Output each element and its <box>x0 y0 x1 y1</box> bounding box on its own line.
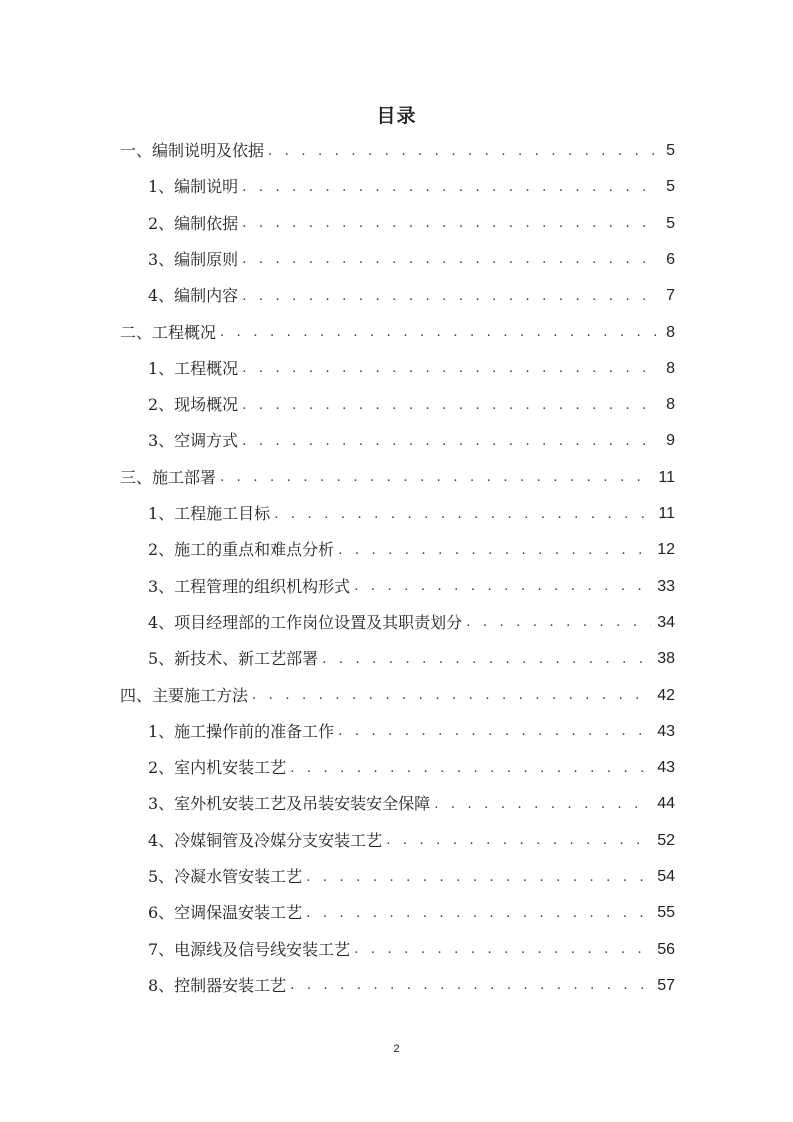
toc-entry-page: 9 <box>666 432 675 450</box>
toc-entry-page: 6 <box>666 250 675 268</box>
toc-entry[interactable] <box>148 932 675 968</box>
toc-entry-title: 3、室外机安装工艺及吊装安装安全保障 <box>148 794 431 814</box>
toc-entry[interactable] <box>148 641 675 677</box>
toc-entry[interactable] <box>148 532 675 568</box>
toc-entry-page: 44 <box>657 795 675 813</box>
toc-entry-page: 11 <box>658 468 675 486</box>
toc-entry-page: 5 <box>666 214 675 232</box>
toc-entry[interactable] <box>148 786 675 822</box>
toc-entry[interactable] <box>148 895 675 931</box>
toc-entry-title: 二、工程概况 <box>120 322 217 342</box>
dot-leader <box>306 907 651 920</box>
toc-entry[interactable] <box>148 605 675 641</box>
toc-entry-title: 5、新技术、新工艺部署 <box>148 649 319 669</box>
dot-leader <box>354 580 651 593</box>
toc-entry-page: 5 <box>666 178 675 196</box>
dot-leader <box>322 653 651 666</box>
dot-leader <box>220 471 652 484</box>
dot-leader <box>290 762 651 775</box>
toc-entry[interactable] <box>120 460 675 496</box>
page-number: 2 <box>393 1043 400 1055</box>
toc-entry-title: 1、工程施工目标 <box>148 504 271 523</box>
dot-leader <box>242 181 660 194</box>
toc-entry[interactable] <box>148 278 675 314</box>
dot-leader <box>242 362 660 375</box>
toc-entry-page: 43 <box>657 759 675 777</box>
toc-entry[interactable] <box>148 496 675 532</box>
toc-entry-page: 8 <box>666 359 675 377</box>
dot-leader <box>466 616 651 629</box>
dot-leader <box>434 798 651 811</box>
toc-entry-title: 2、施工的重点和难点分析 <box>148 540 335 560</box>
toc-entry-page: 43 <box>657 722 675 740</box>
dot-leader <box>242 290 660 303</box>
dot-leader <box>242 253 660 266</box>
toc-entry-page: 34 <box>657 613 675 631</box>
toc-entry[interactable] <box>148 714 675 750</box>
toc-entry[interactable] <box>148 823 675 859</box>
toc-entry[interactable] <box>148 242 675 278</box>
toc-entry-page: 8 <box>666 323 675 341</box>
toc-entry-title: 三、施工部署 <box>120 467 217 487</box>
toc-entry-page: 12 <box>657 541 675 559</box>
toc-entry-page: 33 <box>657 577 675 595</box>
toc-entry-title: 4、编制内容 <box>148 286 239 306</box>
toc-entry-page: 5 <box>666 142 675 159</box>
toc-entry-title: 3、编制原则 <box>148 249 239 269</box>
toc-entry-page: 42 <box>657 686 675 704</box>
dot-leader <box>386 834 651 847</box>
dot-leader <box>242 399 660 412</box>
toc-entry-page: 38 <box>657 650 675 668</box>
toc-entry[interactable] <box>148 968 675 1004</box>
toc-entry-title: 一、编制说明及依据 <box>120 141 265 160</box>
toc-entry-page: 55 <box>657 904 675 922</box>
dot-leader <box>220 326 660 339</box>
toc-entry-title: 1、编制说明 <box>148 177 239 197</box>
toc-entry-title: 2、室内机安装工艺 <box>148 758 287 778</box>
toc-entry-title: 4、冷媒铜管及冷媒分支安装工艺 <box>148 830 383 850</box>
toc-entry[interactable] <box>148 423 675 459</box>
dot-leader <box>354 943 651 956</box>
toc-entry-title: 1、工程概况 <box>148 358 239 378</box>
toc-entry-title: 3、空调方式 <box>148 431 239 451</box>
dot-leader <box>290 979 651 992</box>
toc-entry-page: 7 <box>666 287 675 305</box>
dot-leader <box>242 435 660 448</box>
toc-entry-title: 6、空调保温安装工艺 <box>148 903 303 923</box>
toc-entry[interactable] <box>148 206 675 242</box>
dot-leader <box>252 689 651 702</box>
toc-entry-title: 四、主要施工方法 <box>120 685 249 705</box>
toc-entry-page: 54 <box>657 868 675 885</box>
toc-entry-page: 52 <box>657 831 675 849</box>
dot-leader <box>274 508 652 521</box>
toc-entry[interactable] <box>120 315 675 351</box>
toc-entry[interactable] <box>148 569 675 605</box>
toc-entry[interactable] <box>148 351 675 387</box>
toc-entry-title: 5、冷凝水管安装工艺 <box>148 867 303 886</box>
dot-leader <box>306 871 651 884</box>
toc-entry[interactable] <box>148 387 675 423</box>
dot-leader <box>338 725 651 738</box>
toc-entry[interactable] <box>120 133 675 169</box>
toc-entry-title: 2、现场概况 <box>148 395 239 415</box>
dot-leader <box>338 544 651 557</box>
toc-entry-title: 3、工程管理的组织机构形式 <box>148 576 351 596</box>
dot-leader <box>268 145 660 158</box>
toc-entry-title: 7、电源线及信号线安装工艺 <box>148 939 351 959</box>
dot-leader <box>242 217 660 230</box>
toc-entry[interactable] <box>148 169 675 205</box>
toc-title: 目录 <box>376 105 417 127</box>
toc-entry-page: 11 <box>658 505 675 522</box>
toc-entry[interactable] <box>148 750 675 786</box>
toc-entry-title: 8、控制器安装工艺 <box>148 975 287 995</box>
toc-entry[interactable] <box>120 678 675 714</box>
toc-entry-title: 4、项目经理部的工作岗位设置及其职责划分 <box>148 612 463 632</box>
toc-entry-title: 1、施工操作前的准备工作 <box>148 721 335 741</box>
toc-entry-page: 56 <box>657 940 675 958</box>
toc-entry-page: 8 <box>666 396 675 414</box>
toc-entry-title: 2、编制依据 <box>148 213 239 233</box>
toc-entry-page: 57 <box>657 976 675 994</box>
toc-entry[interactable] <box>148 859 675 895</box>
